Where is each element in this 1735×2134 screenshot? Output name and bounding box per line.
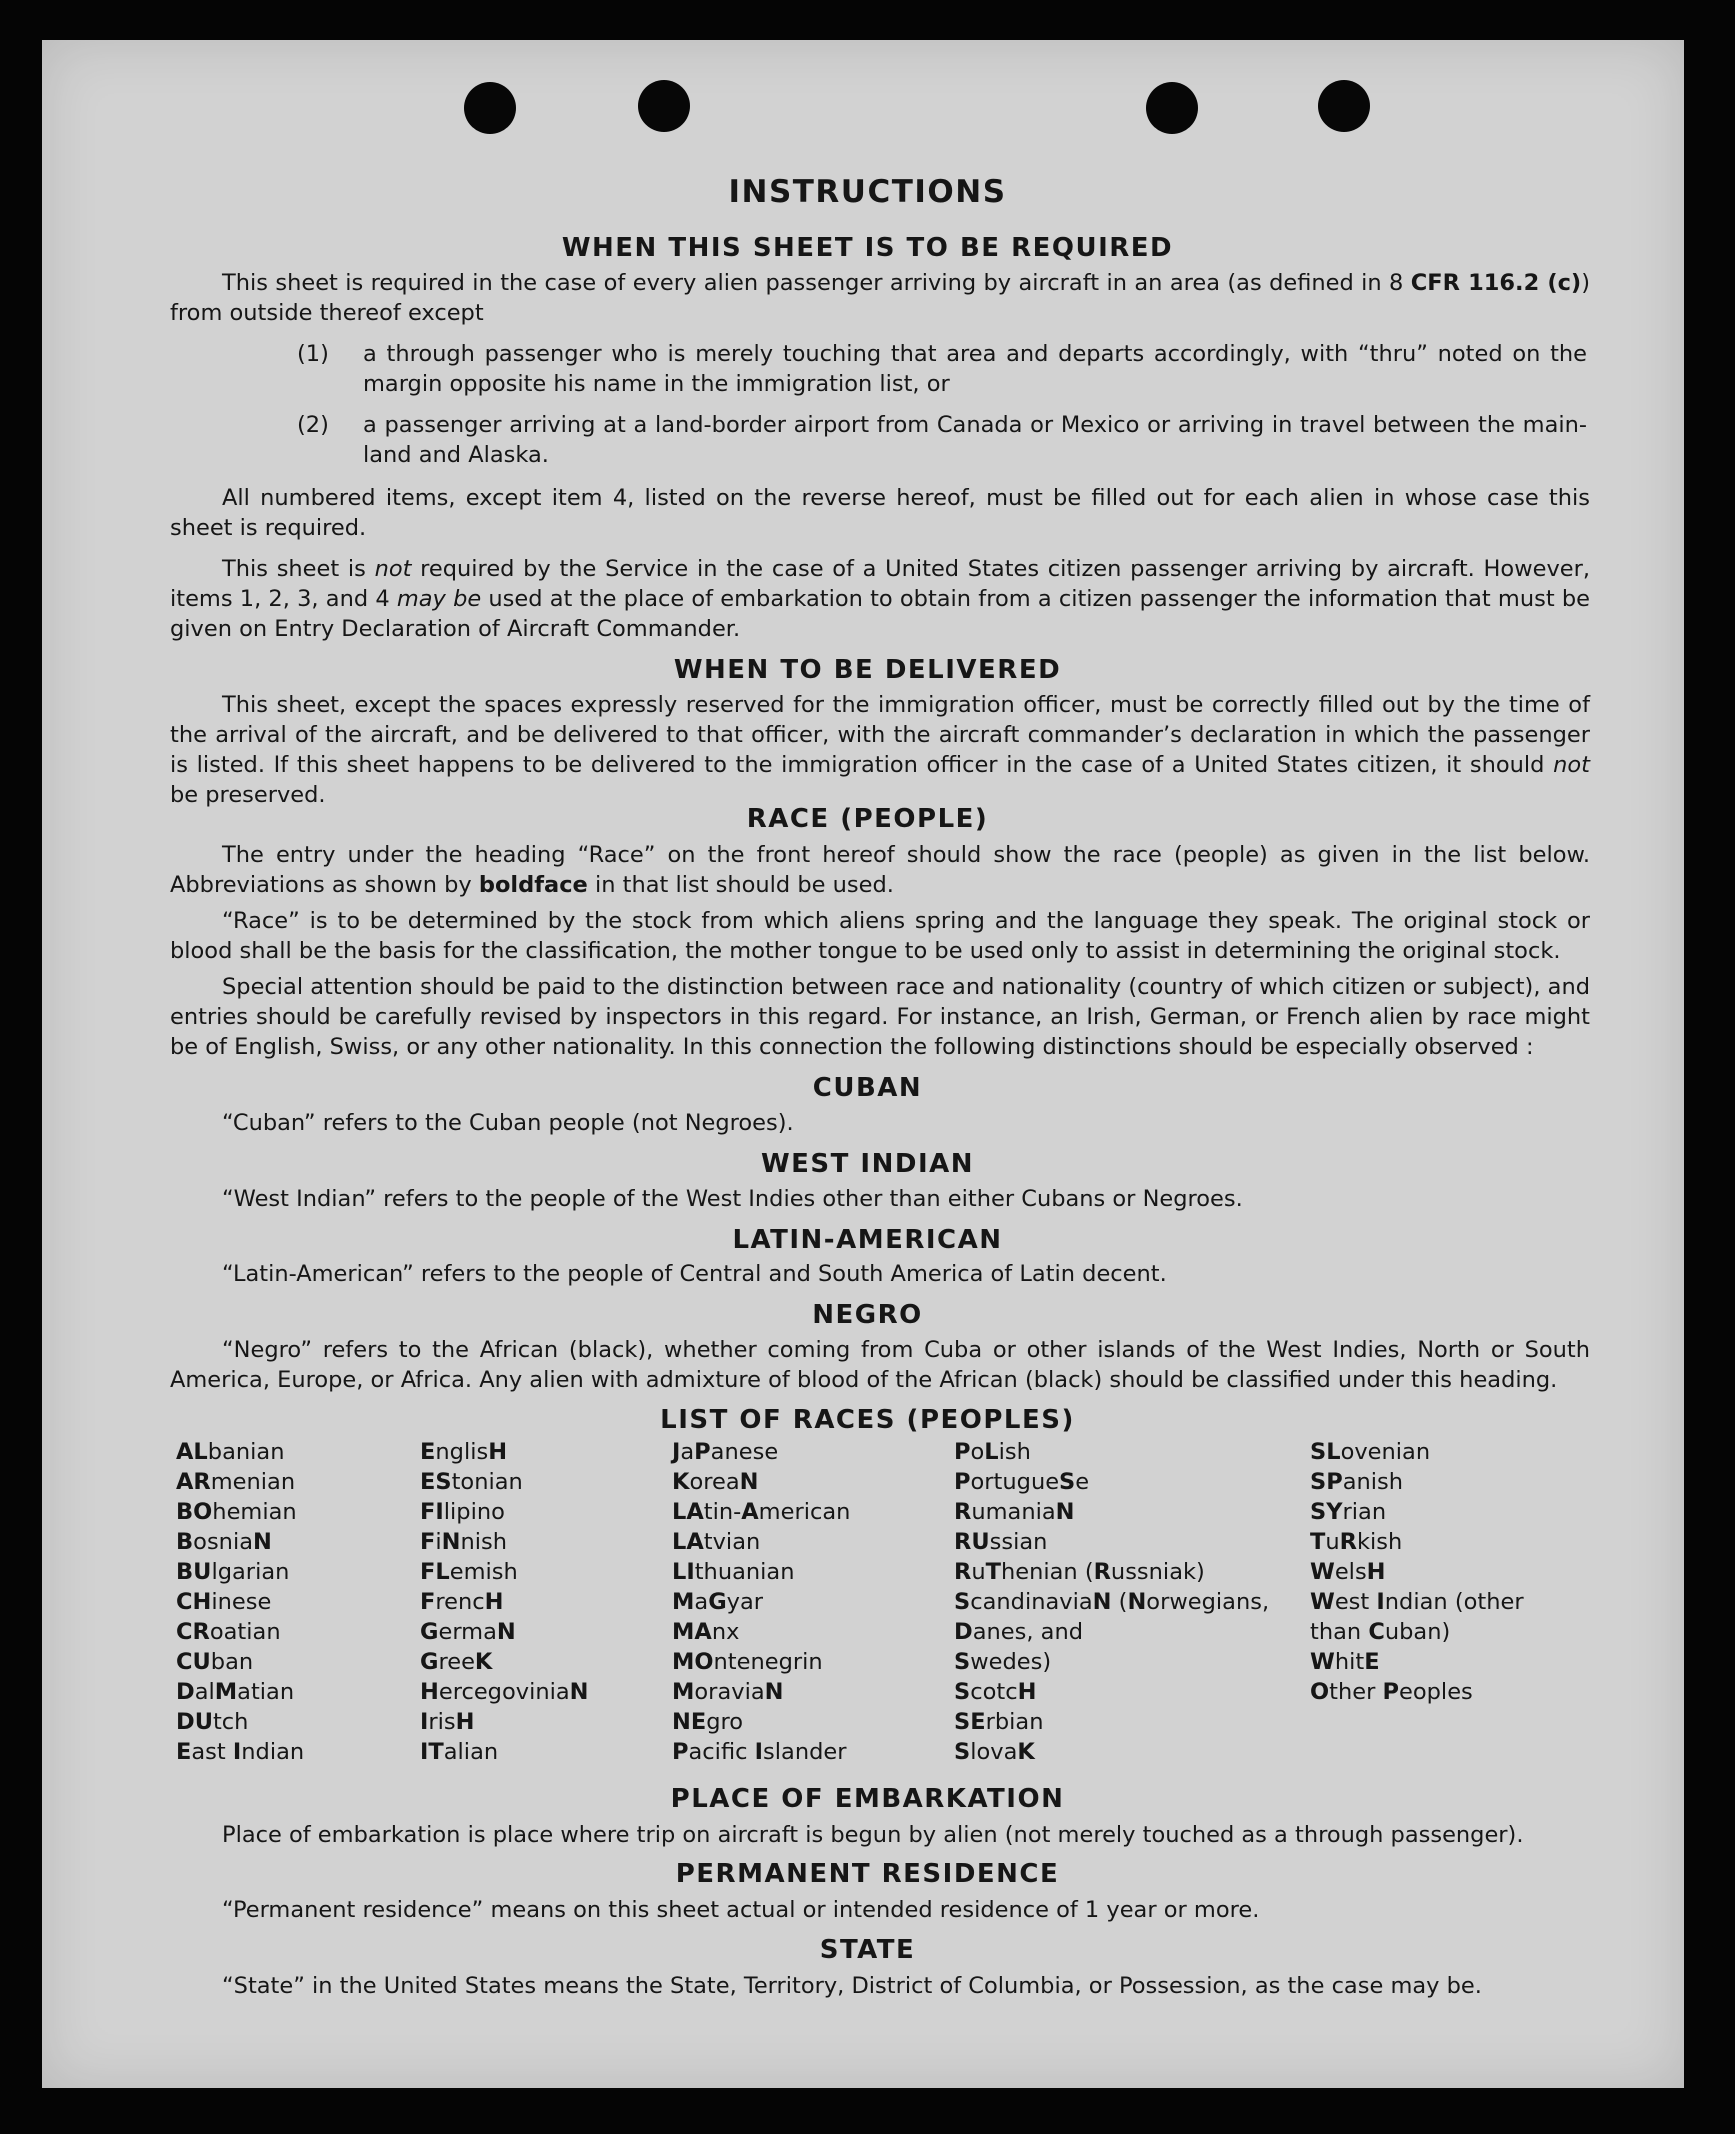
race-entry: ITalian	[420, 1739, 499, 1765]
race-entry: CRoatian	[176, 1619, 281, 1645]
race-entry: TuRkish	[1310, 1529, 1403, 1555]
item-number: (2)	[297, 412, 329, 438]
heading-cuban: CUBAN	[812, 1073, 923, 1103]
race-entry: RuThenian (Russniak)	[954, 1559, 1205, 1585]
race-entry: Swedes)	[954, 1649, 1052, 1675]
race-entry: PortugueSe	[954, 1469, 1090, 1495]
race-entry: LAtvian	[672, 1529, 761, 1555]
race-entry: FrencH	[420, 1589, 504, 1615]
heading-when-delivered: WHEN TO BE DELIVERED	[673, 655, 1062, 685]
races-column-1	[176, 1437, 304, 1767]
punch-hole	[1318, 80, 1370, 132]
paragraph-cuban: “Cuban” refers to the Cuban people (not Negroes).	[222, 1110, 794, 1136]
heading-west-indian: WEST INDIAN	[760, 1149, 975, 1179]
race-entry: JaPanese	[672, 1439, 779, 1465]
race-entry: RumaniaN	[954, 1499, 1075, 1525]
paragraph-permanent-residence: “Permanent residence” means on this sheet actual or intended residence of 1 year or more.	[222, 1897, 1260, 1923]
races-column-5	[1310, 1437, 1524, 1707]
race-entry: CUban	[176, 1649, 254, 1675]
race-entry: EStonian	[420, 1469, 523, 1495]
race-entry: KoreaN	[672, 1469, 759, 1495]
paragraph-race-nationality: Special attention should be paid to the distinction between race and nationality (country of which citizen or subject), and entries should be carefully revised by inspectors in this regard. For instance, an Irish, German, or French alien by race might be of English, Swiss, or any other nationality. In this connection the following distinctions should be especially observed :	[170, 974, 1590, 1060]
race-entry: DUtch	[176, 1709, 249, 1735]
race-entry: NEgro	[672, 1709, 744, 1735]
race-entry: Pacifc Islander	[672, 1739, 847, 1765]
heading-when-required: WHEN THIS SHEET IS TO BE REQUIRED	[561, 233, 1174, 263]
paragraph-embarkation: Place of embarkation is place where trip on aircraft is begun by alien (not merely touched as a through passenger).	[222, 1822, 1524, 1848]
race-entry: Danes, and	[954, 1619, 1083, 1645]
races-column-2	[420, 1437, 589, 1767]
race-entry: SPanish	[1310, 1469, 1404, 1495]
item-text: a through passenger who is merely touching that area and departs accordingly, with “thru” noted on the margin opposite his name in the immigration list, or	[363, 341, 1587, 397]
race-entry: FIlipino	[420, 1499, 505, 1525]
race-entry: DalMatian	[176, 1679, 295, 1705]
paragraph-latin-american: “Latin-American” refers to the people of Central and South America of Latin decent.	[222, 1261, 1167, 1287]
race-entry: FLemish	[420, 1559, 518, 1585]
race-entry: Other Peoples	[1310, 1679, 1473, 1705]
heading-state: STATE	[819, 1935, 916, 1965]
race-entry: West Indian (other	[1310, 1589, 1524, 1615]
races-column-4	[954, 1437, 1269, 1767]
race-entry: FiNnish	[420, 1529, 508, 1555]
paragraph-numbered-items: All numbered items, except item 4, listed on the reverse hereof, must be filled out for each alien in whose case this sheet is required.	[170, 485, 1590, 541]
race-entry: GreeK	[420, 1649, 493, 1675]
heading-embarkation: PLACE OF EMBARKATION	[670, 1784, 1065, 1814]
paragraph-state: “State” in the United States means the State, Territory, District of Columbia, or Possession, as the case may be.	[222, 1973, 1482, 1999]
race-entry: MOntenegrin	[672, 1649, 823, 1675]
races-column-3	[672, 1437, 850, 1767]
heading-race: RACE (PEOPLE)	[746, 804, 989, 834]
heading-latin-american: LATIN-AMERICAN	[732, 1225, 1003, 1255]
paragraph-citizen: This sheet is not required by the Service in the case of a United States citizen passenger arriving by aircraft. However, items 1, 2, 3, and 4 may be used at the place of embarkation to obtain from a citizen passenger the information that must be given on Entry Declaration of Aircraft Commander.	[170, 556, 1591, 642]
race-entry: LIthuanian	[672, 1559, 795, 1585]
punch-hole	[1146, 82, 1198, 134]
race-entry: BUlgarian	[176, 1559, 290, 1585]
race-entry: HercegoviniaN	[420, 1679, 589, 1705]
race-entry: SlovaK	[954, 1739, 1035, 1765]
page-title: INSTRUCTIONS	[728, 174, 1007, 210]
paragraph-west-indian: “West Indian” refers to the people of the West Indies other than either Cubans or Negroes.	[222, 1186, 1243, 1212]
race-entry: BosniaN	[176, 1529, 272, 1555]
race-entry: SLovenian	[1310, 1439, 1431, 1465]
race-entry: GermaN	[420, 1619, 516, 1645]
race-entry: ScandinaviaN (Norwegians,	[954, 1589, 1270, 1615]
heading-negro: NEGRO	[812, 1300, 923, 1330]
race-entry: ScotcH	[954, 1679, 1037, 1705]
race-entry: CHinese	[176, 1589, 272, 1615]
race-entry: RUssian	[954, 1529, 1048, 1555]
race-entry: BOhemian	[176, 1499, 297, 1525]
race-entry: WelsH	[1310, 1559, 1386, 1585]
paragraph-required-intro: This sheet is required in the case of every alien passenger arriving by aircraft in an area (as defined in 8 CFR 116.2 (c)) from outside thereof except	[170, 270, 1590, 326]
race-entry: IrisH	[420, 1709, 475, 1735]
paragraph-race-entry: The entry under the heading “Race” on the front hereof should show the race (people) as given in the list below. Abbreviations as shown by boldface in that list should be used.	[170, 842, 1590, 898]
race-entry: LAtin-American	[672, 1499, 851, 1525]
race-entry: MoraviaN	[672, 1679, 784, 1705]
race-entry: SYrian	[1310, 1499, 1387, 1525]
race-entry: ALbanian	[176, 1439, 285, 1465]
race-entry: MAnx	[672, 1619, 740, 1645]
paragraph-negro: “Negro” refers to the African (black), whether coming from Cuba or other islands of the West Indies, North or South America, Europe, or Africa. Any alien with admixture of blood of the African (black) should be classified under this heading.	[170, 1337, 1590, 1393]
race-entry: than Cuban)	[1310, 1619, 1451, 1645]
race-entry: WhitE	[1310, 1649, 1380, 1675]
race-entry: SErbian	[954, 1709, 1044, 1735]
paragraph-race-stock: “Race” is to be determined by the stock from which aliens spring and the language they speak. The original stock or blood shall be the basis for the classification, the mother tongue to be used only to assist in determining the original stock.	[170, 908, 1590, 964]
punch-hole	[464, 82, 516, 134]
race-entry: PoLish	[954, 1439, 1031, 1465]
punch-hole	[638, 80, 690, 132]
heading-list-of-races: LIST OF RACES (PEOPLES)	[660, 1405, 1075, 1435]
heading-permanent-residence: PERMANENT RESIDENCE	[675, 1859, 1060, 1889]
item-number: (1)	[297, 341, 329, 367]
race-entry: EnglisH	[420, 1439, 508, 1465]
race-entry: MaGyar	[672, 1589, 764, 1615]
paragraph-delivered: This sheet, except the spaces expressly reserved for the immigration officer, must be correctly filled out by the time of the arrival of the aircraft, and be delivered to that officer, with the aircraft commander’s declaration in which the passenger is listed. If this sheet happens to be delivered to the immigration officer in the case of a United States citizen, it should not be preserved.	[170, 692, 1590, 808]
race-entry: ARmenian	[176, 1469, 296, 1495]
race-entry: East Indian	[176, 1739, 305, 1765]
item-text: a passenger arriving at a land-border airport from Canada or Mexico or arriving in travel between the main-land and Alaska.	[363, 412, 1587, 468]
